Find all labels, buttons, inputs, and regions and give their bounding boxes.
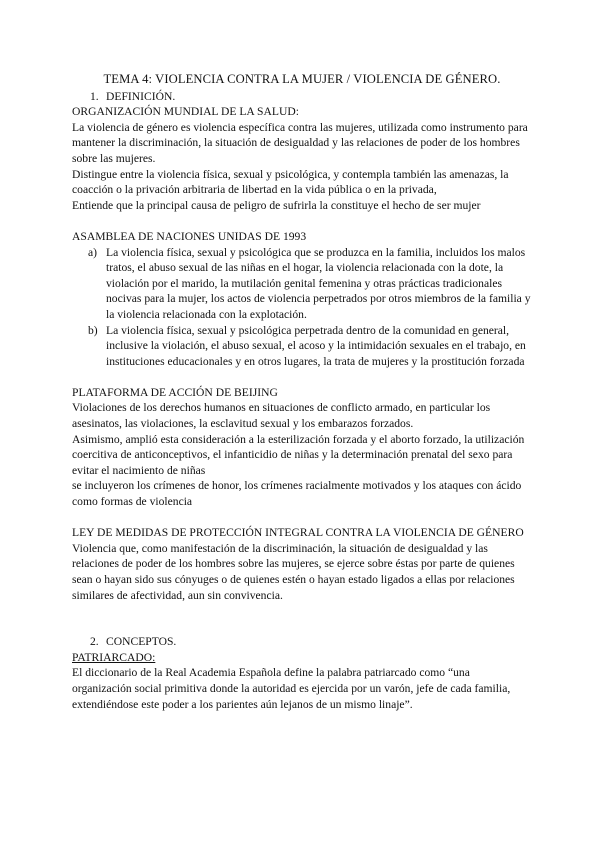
section-number: 2.	[90, 635, 99, 649]
document-page	[72, 72, 532, 712]
patriarcado-paragraph-1: El diccionario de la Real Academia Española define la palabra patriarcado como “una organización social primitiva donde la autoridad es ejercida por un varón, jefe de cada familia, extendiéndose este poder a los parientes aún lejanos de un mismo linaje”.	[72, 666, 511, 711]
spacer	[72, 213, 532, 229]
oms-paragraph-1: La violencia de género es violencia específica contra las mujeres, utilizada como instrumento para mantener la discriminación, la situación de desigualdad y las relaciones de poder de los hombres sobre las mujeres.	[72, 120, 528, 165]
list-marker: b)	[88, 323, 98, 337]
beijing-paragraph-3: se incluyeron los crímenes de honor, los crímenes racialmente motivados y los ataques con ácido como formas de violencia	[72, 479, 522, 509]
spacer	[72, 510, 532, 526]
onu-list	[72, 245, 532, 370]
ley-paragraph-1: Violencia que, como manifestación de la discriminación, la situación de desigualdad y las relaciones de poder de los hombres sobre las mujeres, se ejerce sobre éstas por parte de quienes sean o hayan sido sus cónyuges o de quienes estén o hayan estado ligados a ellas por relaciones similares de afectividad, aun sin convivencia.	[72, 541, 515, 602]
spacer	[72, 603, 532, 634]
beijing-paragraph-1: Violaciones de los derechos humanos en situaciones de conflicto armado, en particular los asesinatos, las violaciones, la esclavitud sexual y los embarazos forzados.	[72, 401, 491, 431]
ley-heading: LEY DE MEDIDAS DE PROTECCIÓN INTEGRAL CONTRA LA VIOLENCIA DE GÉNERO	[72, 526, 524, 540]
section-heading-conceptos	[72, 634, 532, 650]
list-item	[72, 323, 532, 370]
beijing-paragraph-2: Asimismo, amplió esta consideración a la esterilización forzada y el aborto forzado, la utilización coercitiva de anticonceptivos, el infanticidio de niñas y la determinación prenatal del sexo para evitar el nacimiento de niñas	[72, 432, 525, 477]
section-title: DEFINICIÓN.	[106, 89, 176, 103]
list-item-text: La violencia física, sexual y psicológica que se produzca en la familia, incluidos los malos tratos, el abuso sexual de las niñas en el hogar, la violencia relacionada con la dote, la violación por el marido, la mutilación genital femenina y otras prácticas tradicionales nocivas para la mujer, los actos de violencia perpetrados por otros miembros de la familia y la violencia relacionada con la explotación.	[106, 245, 531, 321]
section-number: 1.	[90, 89, 99, 103]
list-item-text: La violencia física, sexual y psicológica perpetrada dentro de la comunidad en general, inclusive la violación, el abuso sexual, el acoso y la intimidación sexuales en el trabajo, en instituciones educacionales y en otros lugares, la trata de mujeres y la prostitución forzada	[106, 323, 526, 368]
oms-heading: ORGANIZACIÓN MUNDIAL DE LA SALUD:	[72, 105, 299, 119]
patriarcado-heading: PATRIARCADO:	[72, 650, 156, 664]
section-heading-definicion	[72, 89, 532, 105]
onu-heading: ASAMBLEA DE NACIONES UNIDAS DE 1993	[72, 229, 307, 243]
spacer	[72, 369, 532, 385]
list-marker: a)	[88, 245, 98, 259]
document-title: TEMA 4: VIOLENCIA CONTRA LA MUJER / VIOLENCIA DE GÉNERO.	[103, 72, 501, 86]
beijing-heading: PLATAFORMA DE ACCIÓN DE BEIJING	[72, 385, 278, 399]
oms-paragraph-3: Entiende que la principal causa de peligro de sufrirla la constituye el hecho de ser mujer	[72, 198, 481, 212]
oms-paragraph-2: Distingue entre la violencia física, sexual y psicológica, y contempla también las amenazas, la coacción o la privación arbitraria de libertad en la vida pública o en la privada,	[72, 167, 509, 197]
list-item	[72, 245, 532, 323]
section-title: CONCEPTOS.	[106, 635, 177, 649]
